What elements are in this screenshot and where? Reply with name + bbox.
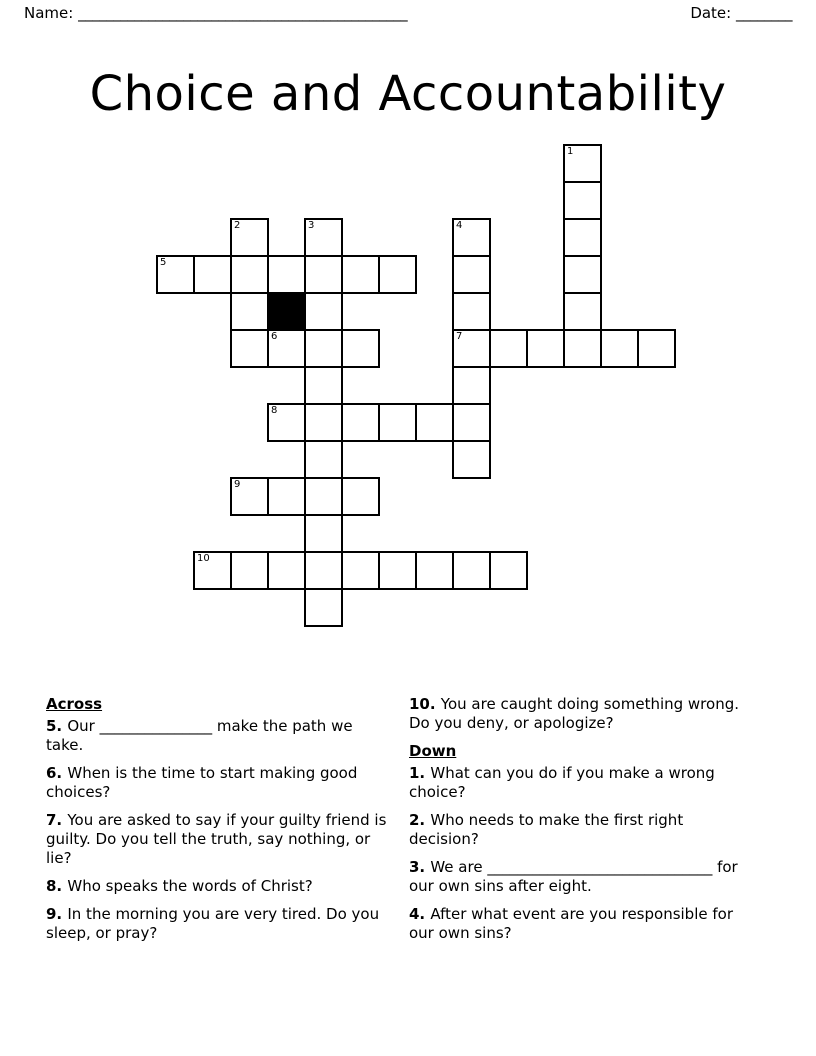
grid-cell[interactable] (452, 366, 491, 405)
date-label: Date: (690, 4, 732, 22)
grid-cell[interactable] (193, 255, 232, 294)
clue-text: Who speaks the words of Christ? (67, 877, 313, 895)
clue-number: 5. (46, 717, 68, 735)
grid-cell-number: 10 (197, 553, 210, 564)
grid-cell[interactable] (563, 292, 602, 331)
across-clue-list-continued (409, 695, 754, 733)
grid-cell[interactable] (341, 329, 380, 368)
down-clue (409, 811, 754, 849)
grid-cell[interactable] (304, 477, 343, 516)
clue-number: 1. (409, 764, 431, 782)
grid-cell-number: 8 (271, 405, 278, 416)
page-title: Choice and Accountability (89, 66, 727, 123)
grid-cell[interactable] (452, 551, 491, 590)
grid-cell[interactable] (637, 329, 676, 368)
across-clue (46, 905, 391, 943)
clues-column-right (409, 695, 754, 952)
grid-cell[interactable] (156, 255, 195, 294)
grid-cell[interactable] (267, 403, 306, 442)
grid-cell[interactable] (452, 292, 491, 331)
name-blank-line: _______________________________________________ (78, 4, 408, 22)
grid-cell[interactable] (489, 551, 528, 590)
grid-cell[interactable] (378, 255, 417, 294)
grid-cell[interactable] (452, 255, 491, 294)
down-heading: Down (409, 742, 457, 760)
grid-cell[interactable] (452, 440, 491, 479)
down-clue (409, 764, 754, 802)
clue-text: Our _______________ make the path we take. (46, 717, 353, 754)
across-clue-list (46, 717, 391, 943)
grid-cell[interactable] (267, 255, 306, 294)
name-label: Name: (24, 4, 74, 22)
grid-cell[interactable] (304, 403, 343, 442)
grid-cell[interactable] (415, 551, 454, 590)
clue-number: 4. (409, 905, 431, 923)
grid-cell-number: 4 (456, 220, 463, 231)
header-row (24, 4, 792, 22)
grid-cell-number: 1 (567, 146, 574, 157)
grid-cell[interactable] (304, 514, 343, 553)
across-clue (46, 764, 391, 802)
grid-cell[interactable] (193, 551, 232, 590)
grid-cell-blocked (267, 292, 306, 331)
clue-number: 10. (409, 695, 441, 713)
grid-cell[interactable] (304, 218, 343, 257)
grid-cell[interactable] (563, 329, 602, 368)
across-heading: Across (46, 695, 103, 713)
clue-number: 3. (409, 858, 431, 876)
clue-number: 6. (46, 764, 68, 782)
down-clue (409, 905, 754, 943)
grid-cell[interactable] (230, 477, 269, 516)
grid-cell[interactable] (489, 329, 528, 368)
grid-cell-number: 7 (456, 331, 463, 342)
grid-cell[interactable] (267, 329, 306, 368)
grid-cell[interactable] (452, 329, 491, 368)
clue-text: What can you do if you make a wrong choice? (409, 764, 715, 801)
across-clue (409, 695, 754, 733)
crossword-grid (0, 140, 816, 670)
grid-cell[interactable] (304, 292, 343, 331)
grid-cell[interactable] (452, 218, 491, 257)
grid-cell-number: 6 (271, 331, 278, 342)
grid-cell[interactable] (230, 329, 269, 368)
clue-text: After what event are you responsible for our own sins? (409, 905, 733, 942)
grid-cell-number: 9 (234, 479, 241, 490)
clue-number: 2. (409, 811, 431, 829)
grid-cell[interactable] (378, 403, 417, 442)
across-clue (46, 717, 391, 755)
clue-text: We are ______________________________ for our own sins after eight. (409, 858, 738, 895)
clue-number: 9. (46, 905, 68, 923)
grid-cell[interactable] (341, 403, 380, 442)
grid-cell[interactable] (304, 588, 343, 627)
grid-cell[interactable] (304, 551, 343, 590)
grid-cell[interactable] (230, 255, 269, 294)
clue-number: 7. (46, 811, 68, 829)
grid-cell-number: 2 (234, 220, 241, 231)
grid-cell[interactable] (563, 181, 602, 220)
clue-text: You are asked to say if your guilty friend is guilty. Do you tell the truth, say nothing, or lie? (46, 811, 387, 867)
date-field (690, 4, 792, 22)
clues-section (0, 695, 816, 995)
grid-cell[interactable] (341, 551, 380, 590)
clue-text: When is the time to start making good choices? (46, 764, 358, 801)
down-clue (409, 858, 754, 896)
clues-column-left (46, 695, 391, 952)
grid-cell-number: 5 (160, 257, 167, 268)
grid-cell[interactable] (304, 440, 343, 479)
grid-cell[interactable] (415, 403, 454, 442)
grid-cell[interactable] (230, 292, 269, 331)
clue-text: You are caught doing something wrong. Do you deny, or apologize? (409, 695, 739, 732)
name-field (24, 4, 407, 22)
grid-cell[interactable] (230, 218, 269, 257)
grid-cell[interactable] (452, 403, 491, 442)
grid-cell[interactable] (304, 329, 343, 368)
grid-cell[interactable] (563, 144, 602, 183)
grid-cell[interactable] (563, 218, 602, 257)
grid-cell[interactable] (304, 366, 343, 405)
grid-cell[interactable] (341, 477, 380, 516)
clue-text: Who needs to make the first right decision? (409, 811, 684, 848)
grid-cell[interactable] (600, 329, 639, 368)
across-clue (46, 811, 391, 868)
clue-text: In the morning you are very tired. Do you sleep, or pray? (46, 905, 380, 942)
clue-number: 8. (46, 877, 68, 895)
down-clue-list (409, 764, 754, 943)
grid-cell[interactable] (526, 329, 565, 368)
grid-cell-number: 3 (308, 220, 315, 231)
grid-cell[interactable] (378, 551, 417, 590)
grid-cell[interactable] (563, 255, 602, 294)
grid-cell[interactable] (230, 551, 269, 590)
grid-cell[interactable] (267, 551, 306, 590)
grid-cell[interactable] (341, 255, 380, 294)
across-clue (46, 877, 391, 896)
date-blank-line: ________ (736, 4, 792, 22)
grid-cell[interactable] (304, 255, 343, 294)
grid-cell[interactable] (267, 477, 306, 516)
